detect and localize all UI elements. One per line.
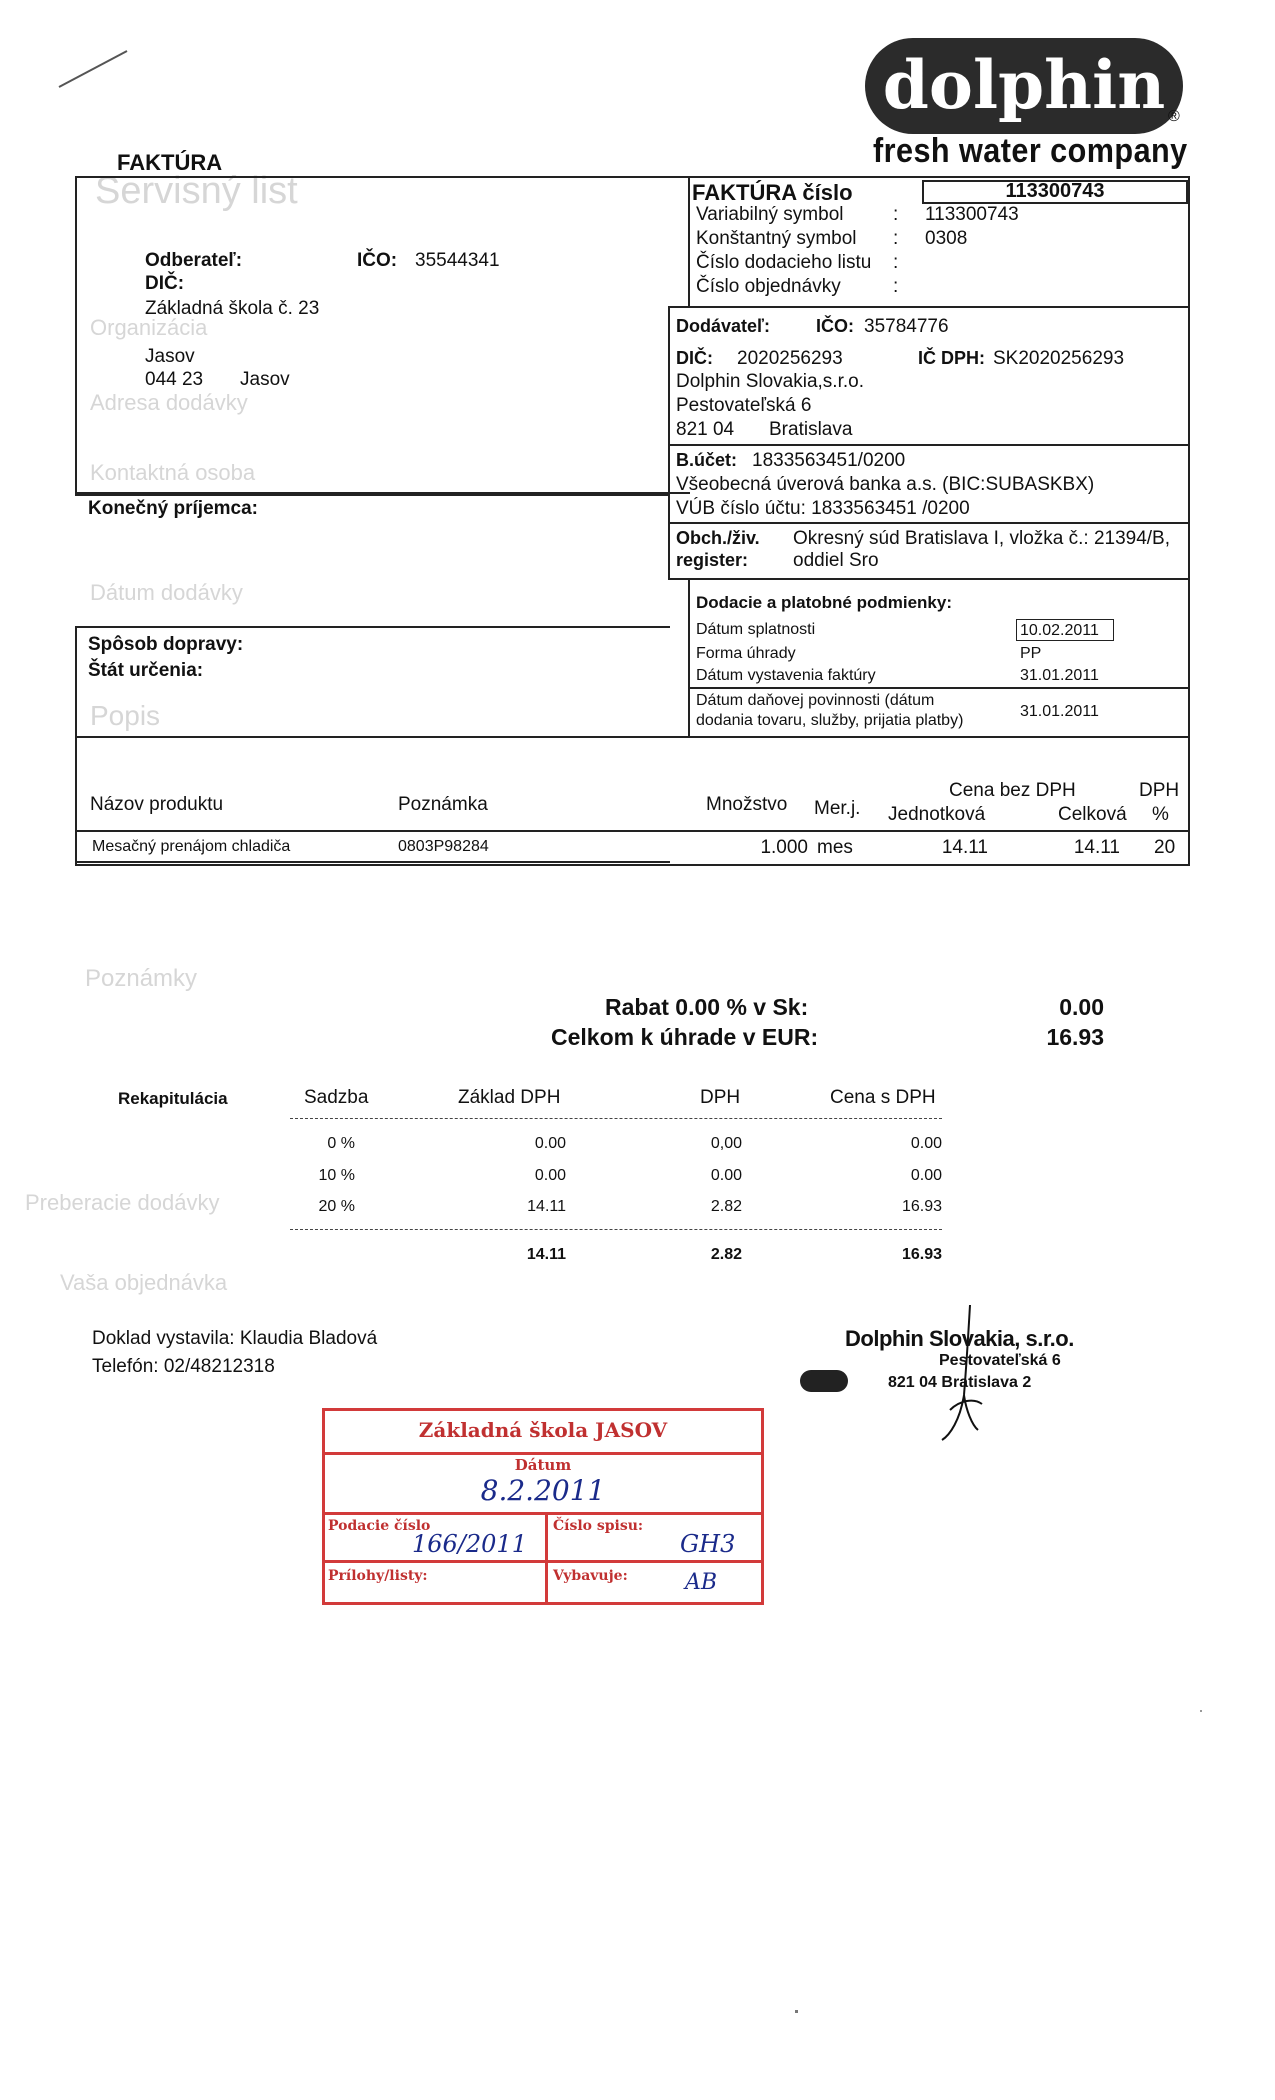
tax-date-label: Dátum daňovej povinnosti (dátum [696, 692, 935, 709]
invoice-row-value: 113300743 [925, 204, 1019, 225]
divider [75, 494, 670, 496]
invoice-row-label: Variabilný symbol [696, 204, 844, 225]
due-label: Dátum splatnosti [696, 621, 816, 638]
logo-tagline: fresh water company [873, 132, 1188, 170]
invoice-row-sep: : [893, 276, 899, 297]
stamp-line [322, 1560, 764, 1563]
invoice-title: FAKTÚRA číslo [692, 180, 853, 205]
discount-value: 0.00 [1059, 994, 1104, 1020]
register-line: Okresný súd Bratislava I, vložka č.: 21394/B, [793, 528, 1171, 549]
customer-label: Odberateľ: [145, 250, 243, 271]
supplier-icdph-label: IČ DPH: [918, 348, 985, 368]
bleed-text: Popis [90, 700, 161, 731]
recap-vat: 0,00 [710, 1135, 742, 1152]
stamp-title: Základná škola JASOV [418, 1418, 668, 1442]
supplier-ico-label: IČO: [816, 316, 854, 336]
total-label: Celkom k úhrade v EUR: [551, 1024, 819, 1050]
recap-base: 0.00 [534, 1167, 566, 1184]
recap-base: 14.11 [527, 1198, 566, 1215]
stamp-line [545, 1512, 548, 1605]
account-label: B.účet: [676, 450, 738, 470]
supplier-ico: 35784776 [864, 316, 949, 337]
invoice-row-sep: : [893, 228, 899, 249]
divider [668, 444, 1190, 446]
recap-header: DPH [700, 1087, 741, 1108]
bleed-text: Adresa dodávky [90, 390, 248, 415]
recap-sum-vat: 2.82 [710, 1246, 742, 1263]
recap-title: Rekapitulácia [118, 1089, 228, 1108]
bleed-text: Poznámky [85, 965, 198, 992]
register-line: oddiel Sro [793, 550, 879, 571]
recap-vat: 0.00 [710, 1167, 742, 1184]
speck [795, 2010, 798, 2013]
col-header-product: Názov produktu [90, 794, 224, 815]
customer-ico: 35544341 [415, 250, 500, 271]
row-total: 14.11 [1073, 837, 1120, 858]
stamp-vybavuje-value: AB [685, 1570, 718, 1595]
payment-label: Forma úhrady [696, 645, 796, 662]
customer-box [75, 176, 690, 494]
recap-rule [290, 1229, 942, 1230]
row-vat: 20 [1154, 837, 1176, 858]
row-note: 0803P98284 [398, 838, 489, 855]
supplier-dic-label: DIČ: [676, 348, 713, 368]
bank-name: Všeobecná úverová banka a.s. (BIC:SUBASKBX) [676, 474, 1095, 495]
stamp-spis-label: Číslo spisu: [553, 1518, 644, 1534]
col-header-unit: Mer.j. [814, 798, 861, 819]
bleed-text: Servisný list [95, 170, 298, 212]
recap-rate: 0 % [327, 1135, 355, 1152]
divider [668, 522, 1190, 524]
supplier-label: Dodávateľ: [676, 316, 770, 336]
row-qty: 1.000 [760, 837, 808, 858]
tax-date: 31.01.2011 [1020, 703, 1099, 720]
transport-label: Spôsob dopravy: [88, 634, 244, 655]
recap-rate: 20 % [318, 1198, 355, 1215]
recap-gross: 0.00 [910, 1167, 942, 1184]
total-value: 16.93 [1046, 1024, 1104, 1050]
invoice-row-label: Číslo objednávky [696, 276, 841, 297]
signature-mark [930, 1300, 990, 1450]
divider [75, 830, 1190, 832]
register-label: Obch./živ. [676, 528, 760, 548]
stamp-date-label: Dátum [514, 1456, 572, 1474]
recap-header: Sadzba [304, 1087, 369, 1108]
payment-value: PP [1020, 645, 1042, 662]
stamp-city: 821 04 Bratislava 2 [888, 1374, 1032, 1391]
supplier-street: Pestovateľská 6 [676, 395, 812, 416]
customer-zip: 044 23 [145, 369, 204, 390]
customer-dic-label: DIČ: [145, 273, 185, 294]
tax-date-label: dodania tovaru, služby, prijatia platby) [696, 712, 964, 729]
stamp-line [322, 1512, 764, 1515]
invoice-row-label: Číslo dodacieho listu [696, 252, 872, 273]
stamp-street: Pestovateľská 6 [939, 1352, 1061, 1369]
supplier-name: Dolphin Slovakia,s.r.o. [676, 371, 864, 392]
phone: Telefón: 02/48212318 [92, 1356, 275, 1377]
recap-header: Cena s DPH [830, 1087, 936, 1108]
customer-zip-city: Jasov [240, 369, 290, 390]
account-number: 1833563451/0200 [752, 450, 906, 471]
bleed-text: Organizácia [90, 315, 208, 340]
row-unit-price: 14.11 [941, 837, 988, 858]
recap-gross: 16.93 [901, 1198, 942, 1215]
bleed-text: Dátum dodávky [90, 580, 243, 605]
invoice-number: 113300743 [1005, 180, 1105, 202]
customer-name: Základná škola č. 23 [145, 298, 320, 319]
col-header-vat: DPH [1139, 780, 1180, 801]
invoice-row-sep: : [893, 252, 899, 273]
stamp-logo-icon [800, 1370, 848, 1392]
supplier-city: Bratislava [769, 419, 853, 440]
col-header-note: Poznámka [398, 794, 488, 815]
invoice-row-label: Konštantný symbol [696, 228, 857, 249]
col-header-total-price: Celková [1058, 804, 1127, 825]
discount-label: Rabat 0.00 % v Sk: [605, 994, 809, 1020]
bleed-text: Preberacie dodávky [25, 1190, 220, 1215]
supplier-dic: 2020256293 [737, 348, 843, 369]
recap-rate: 10 % [318, 1167, 355, 1184]
stamp-podacie-value: 166/2011 [412, 1530, 527, 1558]
col-header-vat-pct: % [1152, 804, 1169, 825]
vub-account: VÚB číslo účtu: 1833563451 /0200 [676, 498, 970, 519]
recap-base: 0.00 [534, 1135, 566, 1152]
issue-date: 31.01.2011 [1020, 667, 1099, 684]
final-recipient-label: Konečný príjemca: [88, 498, 258, 519]
stamp-date-value: 8.2.2011 [480, 1474, 606, 1507]
supplier-icdph: SK2020256293 [993, 348, 1125, 369]
row-product: Mesačný prenájom chladiča [92, 838, 291, 855]
issue-label: Dátum vystavenia faktúry [696, 667, 876, 684]
col-header-price: Cena bez DPH [949, 780, 1076, 801]
terms-title: Dodacie a platobné podmienky: [696, 593, 952, 612]
document-title: FAKTÚRA [117, 150, 223, 175]
customer-city: Jasov [145, 346, 195, 367]
register-label: register: [676, 550, 749, 570]
recap-sum-gross: 16.93 [901, 1246, 942, 1263]
invoice-row-value: 0308 [925, 228, 968, 249]
country-label: Štát určenia: [88, 660, 204, 681]
row-unit: mes [817, 837, 853, 858]
bleed-text: Vaša objednávka [60, 1270, 228, 1295]
recap-sum-base: 14.11 [526, 1246, 566, 1263]
supplier-zip: 821 04 [676, 419, 735, 440]
pen-mark [55, 45, 135, 95]
col-header-unit-price: Jednotková [888, 804, 986, 825]
recap-rule [290, 1118, 942, 1119]
stamp-vybavuje-label: Vybavuje: [553, 1568, 628, 1584]
stamp-spis-value: GH3 [680, 1530, 736, 1558]
bleed-text: Kontaktná osoba [90, 460, 256, 485]
stamp-company-name: Dolphin Slovakia, s.r.o. [845, 1326, 1074, 1351]
stamp-podacie-label: Podacie číslo [328, 1518, 431, 1534]
recap-gross: 0.00 [910, 1135, 942, 1152]
speck [1200, 1710, 1202, 1712]
col-header-qty: Množstvo [706, 794, 788, 815]
due-date: 10.02.2011 [1020, 622, 1099, 639]
stamp-line [322, 1452, 764, 1455]
invoice-row-sep: : [893, 204, 899, 225]
registered-mark: ® [1168, 108, 1180, 125]
stamp-prilohy-label: Prílohy/listy: [328, 1568, 428, 1584]
customer-ico-label: IČO: [357, 250, 398, 271]
recap-vat: 2.82 [710, 1198, 742, 1215]
issued-by: Doklad vystavila: Klaudia Bladová [92, 1328, 378, 1349]
logo-text: dolphin [882, 46, 1166, 124]
divider [688, 687, 1190, 689]
recap-header: Základ DPH [458, 1087, 561, 1108]
